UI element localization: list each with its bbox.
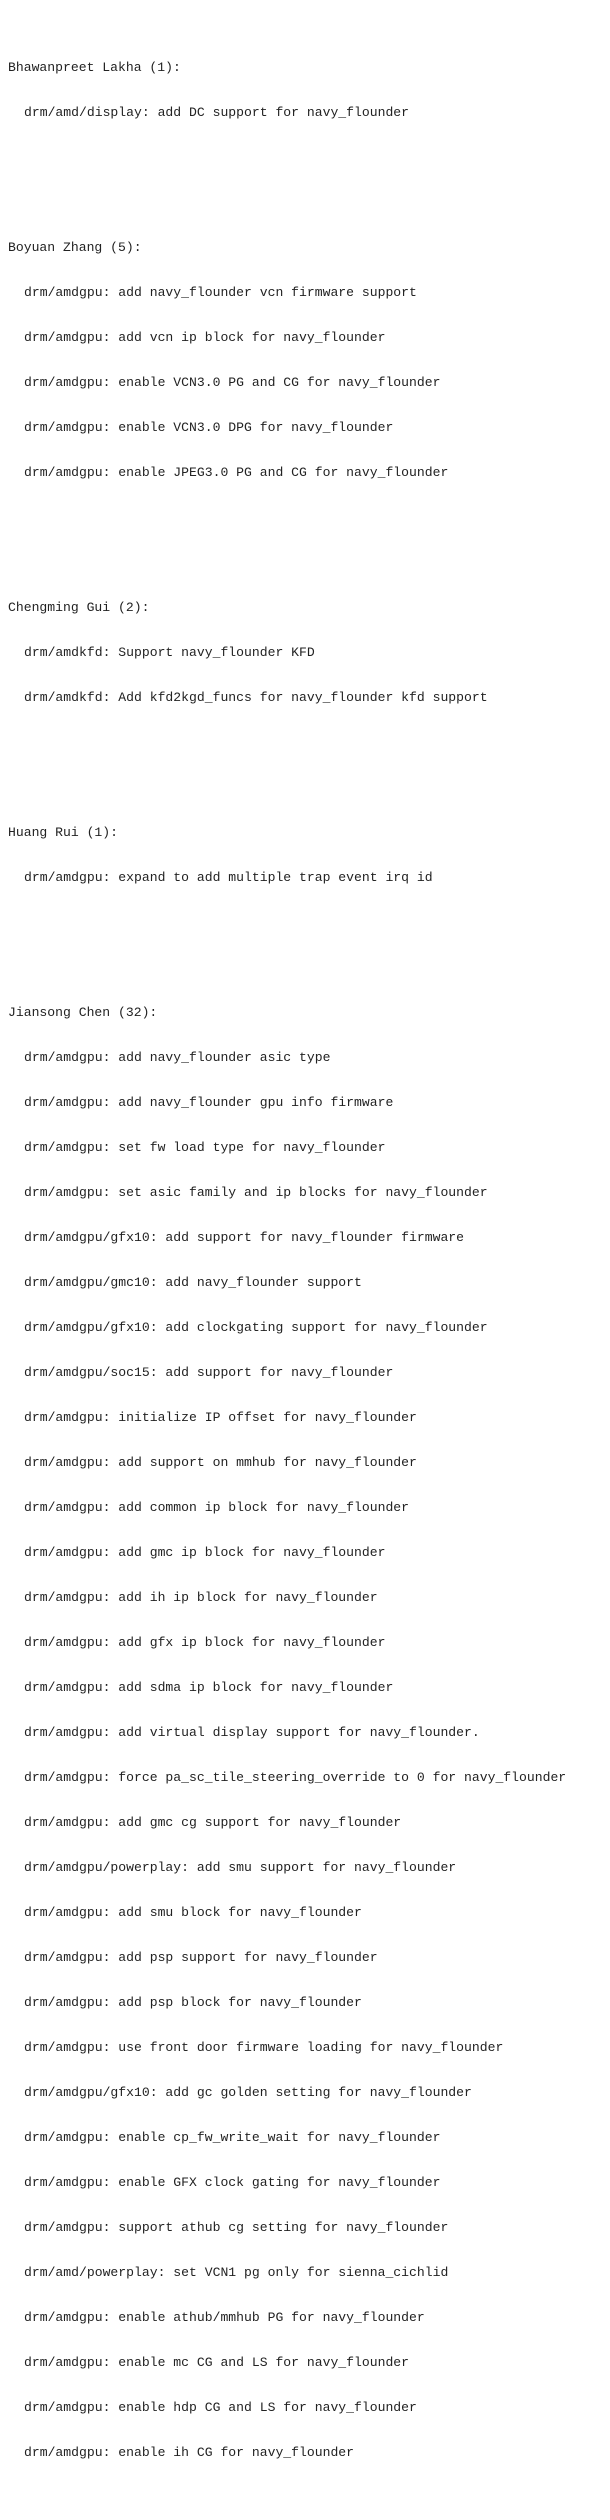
commit-line: drm/amdgpu: add virtual display support for navy_flounder. bbox=[24, 1725, 480, 1740]
author-heading: Bhawanpreet Lakha (1): bbox=[8, 60, 181, 75]
commit-line: drm/amdkfd: Support navy_flounder KFD bbox=[24, 645, 315, 660]
commit-line: drm/amdgpu/gmc10: add navy_flounder support bbox=[24, 1275, 362, 1290]
commit-line: drm/amdgpu: set fw load type for navy_flounder bbox=[24, 1140, 386, 1155]
commit-line: drm/amdgpu: add navy_flounder gpu info firmware bbox=[24, 1095, 394, 1110]
commit-line: drm/amdgpu: enable cp_fw_write_wait for navy_flounder bbox=[24, 2130, 441, 2145]
commit-line: drm/amdgpu: enable hdp CG and LS for navy_flounder bbox=[24, 2400, 417, 2415]
commit-line: drm/amdgpu: add sdma ip block for navy_flounder bbox=[24, 1680, 394, 1695]
commit-line: drm/amdgpu: add smu block for navy_flounder bbox=[24, 1905, 362, 1920]
commit-line: drm/amdgpu: enable mc CG and LS for navy_flounder bbox=[24, 2355, 410, 2370]
author-section bbox=[8, 30, 608, 150]
commit-line: drm/amdgpu: add psp support for navy_flounder bbox=[24, 1950, 378, 1965]
commit-line: drm/amdgpu/gfx10: add gc golden setting for navy_flounder bbox=[24, 2085, 472, 2100]
author-section bbox=[8, 975, 608, 2490]
author-section bbox=[8, 570, 608, 735]
commit-line: drm/amdgpu: force pa_sc_tile_steering_override to 0 for navy_flounder bbox=[24, 1770, 567, 1785]
commit-line: drm/amdgpu: support athub cg setting for navy_flounder bbox=[24, 2220, 449, 2235]
changelog bbox=[8, 0, 608, 2520]
author-heading: Huang Rui (1): bbox=[8, 825, 119, 840]
commit-line: drm/amd/powerplay: set VCN1 pg only for sienna_cichlid bbox=[24, 2265, 449, 2280]
author-heading: Boyuan Zhang (5): bbox=[8, 240, 142, 255]
author-section bbox=[8, 210, 608, 510]
commit-line: drm/amdgpu: enable GFX clock gating for navy_flounder bbox=[24, 2175, 441, 2190]
commit-line: drm/amdgpu: add support on mmhub for navy_flounder bbox=[24, 1455, 417, 1470]
commit-line: drm/amdgpu: add gmc cg support for navy_flounder bbox=[24, 1815, 402, 1830]
commit-line: drm/amdgpu: use front door firmware loading for navy_flounder bbox=[24, 2040, 504, 2055]
commit-line: drm/amdgpu: enable athub/mmhub PG for navy_flounder bbox=[24, 2310, 425, 2325]
commit-line: drm/amdgpu: enable VCN3.0 PG and CG for navy_flounder bbox=[24, 375, 441, 390]
commit-line: drm/amdgpu: add navy_flounder vcn firmware support bbox=[24, 285, 417, 300]
commit-line: drm/amdgpu: initialize IP offset for navy_flounder bbox=[24, 1410, 417, 1425]
commit-line: drm/amdgpu: enable ih CG for navy_flounder bbox=[24, 2445, 355, 2460]
commit-line: drm/amd/display: add DC support for navy_flounder bbox=[24, 105, 410, 120]
commit-line: drm/amdgpu: add gfx ip block for navy_flounder bbox=[24, 1635, 386, 1650]
commit-line: drm/amdkfd: Add kfd2kgd_funcs for navy_flounder kfd support bbox=[24, 690, 488, 705]
commit-line: drm/amdgpu/gfx10: add clockgating support for navy_flounder bbox=[24, 1320, 488, 1335]
author-section bbox=[8, 795, 608, 915]
commit-line: drm/amdgpu/soc15: add support for navy_flounder bbox=[24, 1365, 394, 1380]
commit-line: drm/amdgpu: enable VCN3.0 DPG for navy_flounder bbox=[24, 420, 394, 435]
commit-line: drm/amdgpu: set asic family and ip blocks for navy_flounder bbox=[24, 1185, 488, 1200]
commit-line: drm/amdgpu: enable JPEG3.0 PG and CG for navy_flounder bbox=[24, 465, 449, 480]
commit-line: drm/amdgpu: add psp block for navy_flounder bbox=[24, 1995, 362, 2010]
commit-line: drm/amdgpu/powerplay: add smu support for navy_flounder bbox=[24, 1860, 457, 1875]
commit-line: drm/amdgpu: add navy_flounder asic type bbox=[24, 1050, 331, 1065]
commit-line: drm/amdgpu: add vcn ip block for navy_flounder bbox=[24, 330, 386, 345]
author-heading: Chengming Gui (2): bbox=[8, 600, 150, 615]
commit-line: drm/amdgpu: expand to add multiple trap event irq id bbox=[24, 870, 433, 885]
commit-line: drm/amdgpu: add ih ip block for navy_flounder bbox=[24, 1590, 378, 1605]
commit-line: drm/amdgpu: add gmc ip block for navy_flounder bbox=[24, 1545, 386, 1560]
commit-line: drm/amdgpu: add common ip block for navy_flounder bbox=[24, 1500, 410, 1515]
commit-line: drm/amdgpu/gfx10: add support for navy_flounder firmware bbox=[24, 1230, 465, 1245]
author-heading: Jiansong Chen (32): bbox=[8, 1005, 158, 1020]
